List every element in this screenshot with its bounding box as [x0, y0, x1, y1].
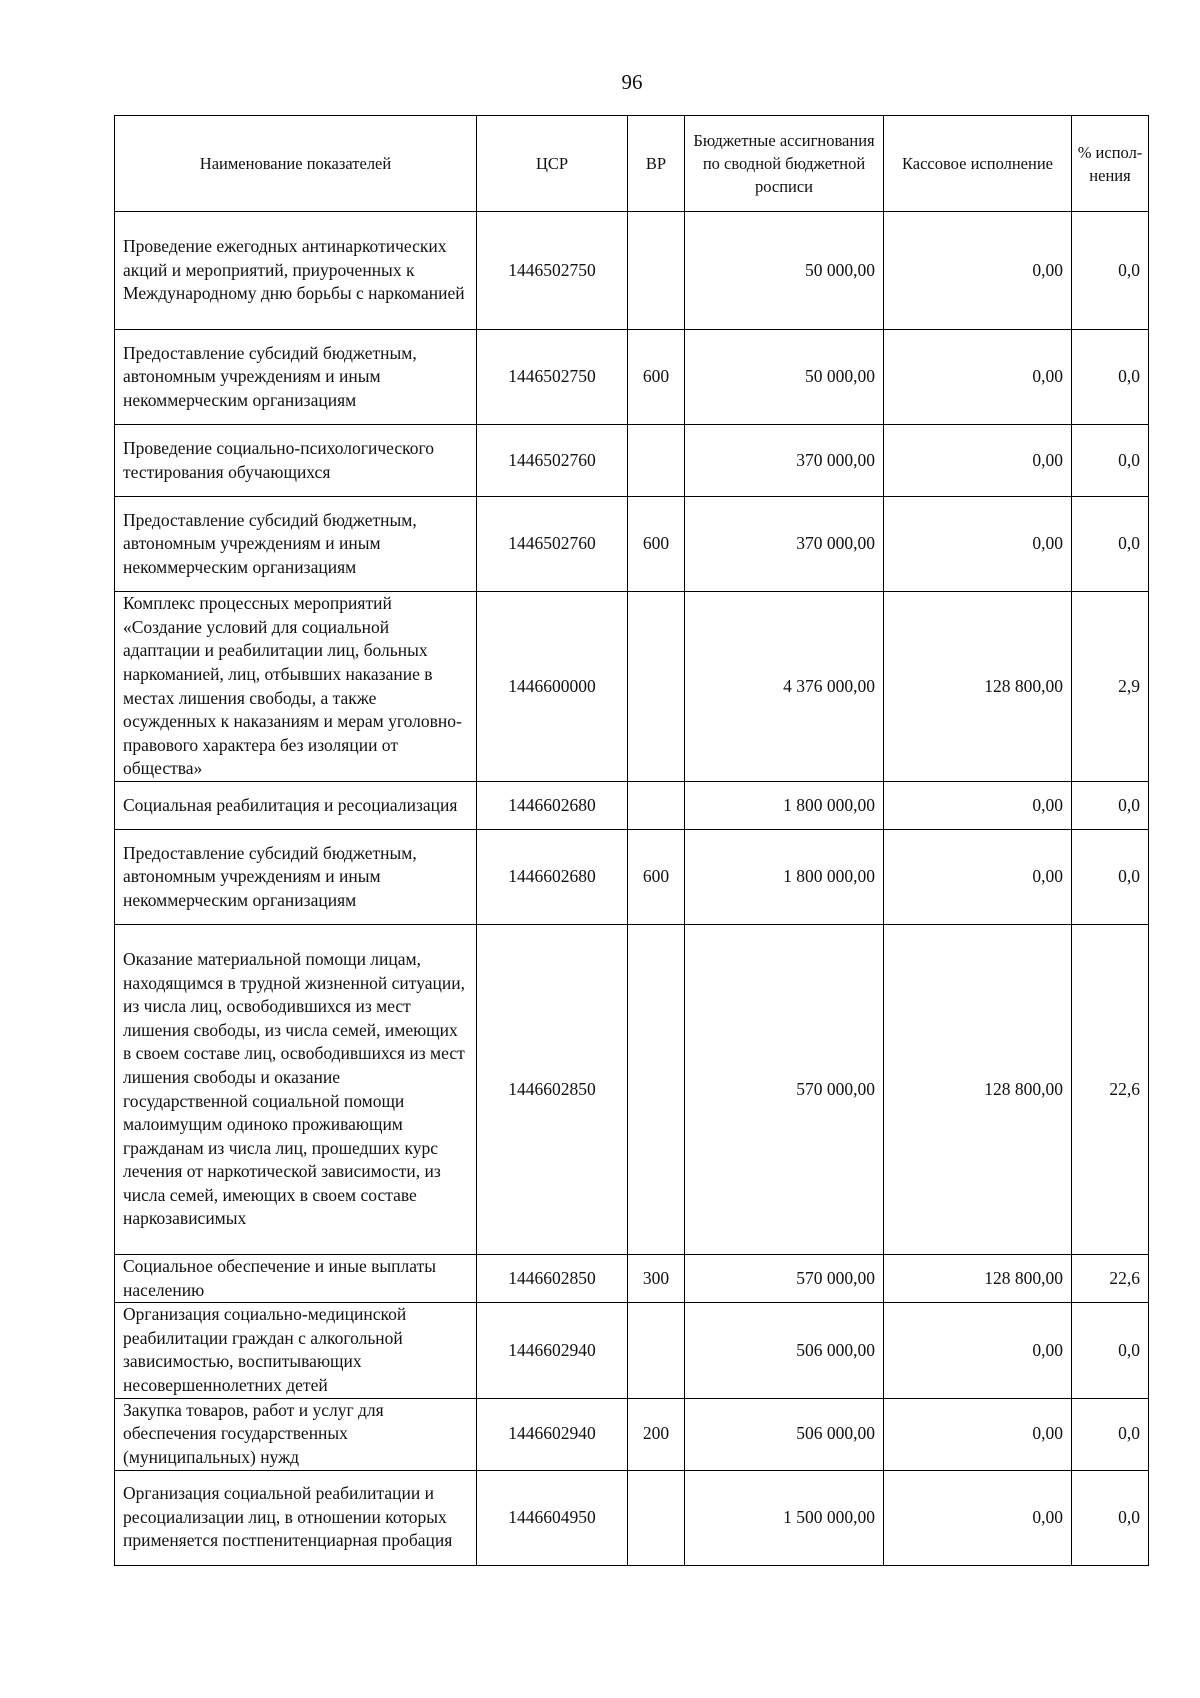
cell-cash: 0,00 — [884, 497, 1072, 592]
cell-percent: 0,0 — [1072, 782, 1149, 830]
cell-cash: 0,00 — [884, 425, 1072, 497]
cell-csr: 1446502760 — [477, 497, 628, 592]
cell-vr: 600 — [628, 830, 685, 925]
cell-percent: 2,9 — [1072, 592, 1149, 782]
cell-percent: 0,0 — [1072, 212, 1149, 330]
cell-cash: 0,00 — [884, 830, 1072, 925]
cell-budget: 570 000,00 — [685, 925, 884, 1255]
cell-vr — [628, 782, 685, 830]
cell-name: Закупка товаров, работ и услуг для обеспечения государственных (муниципальных) нужд — [115, 1398, 477, 1470]
cell-percent: 0,0 — [1072, 330, 1149, 425]
table-row — [115, 782, 1149, 830]
cell-name: Проведение социально-психологического тестирования обучающихся — [115, 425, 477, 497]
cell-budget: 4 376 000,00 — [685, 592, 884, 782]
cell-cash: 0,00 — [884, 330, 1072, 425]
cell-percent: 0,0 — [1072, 1470, 1149, 1565]
cell-csr: 1446602940 — [477, 1303, 628, 1398]
cell-budget: 506 000,00 — [685, 1398, 884, 1470]
cell-cash: 128 800,00 — [884, 925, 1072, 1255]
cell-budget: 50 000,00 — [685, 330, 884, 425]
table-row — [115, 925, 1149, 1255]
budget-execution-table — [114, 115, 1149, 1566]
table-row — [115, 497, 1149, 592]
cell-csr: 1446502750 — [477, 212, 628, 330]
cell-budget: 50 000,00 — [685, 212, 884, 330]
cell-budget: 1 500 000,00 — [685, 1470, 884, 1565]
cell-name: Организация социальной реабилитации и ресоциализации лиц, в отношении которых применяется постпенитенциарная пробация — [115, 1470, 477, 1565]
cell-percent: 0,0 — [1072, 425, 1149, 497]
cell-vr — [628, 425, 685, 497]
header-csr: ЦСР — [477, 116, 628, 212]
cell-percent: 0,0 — [1072, 497, 1149, 592]
cell-cash: 0,00 — [884, 782, 1072, 830]
page-number: 96 — [621, 70, 643, 94]
table-header-row — [115, 116, 1149, 212]
cell-vr: 600 — [628, 330, 685, 425]
cell-budget: 370 000,00 — [685, 497, 884, 592]
cell-budget: 570 000,00 — [685, 1255, 884, 1303]
cell-cash: 0,00 — [884, 1470, 1072, 1565]
cell-csr: 1446604950 — [477, 1470, 628, 1565]
cell-name: Социальное обеспечение и иные выплаты населению — [115, 1255, 477, 1303]
cell-vr: 600 — [628, 497, 685, 592]
cell-csr: 1446502750 — [477, 330, 628, 425]
cell-cash: 0,00 — [884, 212, 1072, 330]
cell-name: Проведение ежегодных антинаркотических акций и мероприятий, приуроченных к Международному дню борьбы с наркоманией — [115, 212, 477, 330]
cell-budget: 1 800 000,00 — [685, 830, 884, 925]
cell-vr — [628, 1303, 685, 1398]
cell-name: Комплекс процессных мероприятий «Создание условий для социальной адаптации и реабилитации лиц, больных наркоманией, лиц, отбывших наказание в местах лишения свободы, а также осужденных к наказаниям и мерам уголовно-правового характера без изоляции от общества» — [115, 592, 477, 782]
cell-budget: 506 000,00 — [685, 1303, 884, 1398]
cell-csr: 1446602680 — [477, 830, 628, 925]
cell-percent: 0,0 — [1072, 1303, 1149, 1398]
cell-vr: 300 — [628, 1255, 685, 1303]
cell-csr: 1446602680 — [477, 782, 628, 830]
table-row — [115, 425, 1149, 497]
cell-name: Социальная реабилитация и ресоциализация — [115, 782, 477, 830]
cell-csr: 1446502760 — [477, 425, 628, 497]
cell-percent: 0,0 — [1072, 830, 1149, 925]
header-name: Наименование показателей — [115, 116, 477, 212]
table-row — [115, 592, 1149, 782]
header-budget: Бюджетные ассигнования по сводной бюджетной росписи — [685, 116, 884, 212]
cell-vr: 200 — [628, 1398, 685, 1470]
header-percent: % испол-нения — [1072, 116, 1149, 212]
cell-name: Предоставление субсидий бюджетным, автономным учреждениям и иным некоммерческим организациям — [115, 330, 477, 425]
cell-name: Оказание материальной помощи лицам, находящимся в трудной жизненной ситуации, из числа лиц, освободившихся из мест лишения свободы, из числа семей, имеющих в своем составе лиц, освободившихся из мест лишения свободы и оказание государственной социальной помощи малоимущим одиноко проживающим гражданам из числа лиц, прошедших курс лечения от наркотической зависимости, из числа семей, имеющих в своем составе наркозависимых — [115, 925, 477, 1255]
cell-name: Предоставление субсидий бюджетным, автономным учреждениям и иным некоммерческим организациям — [115, 497, 477, 592]
table-row — [115, 1255, 1149, 1303]
cell-percent: 22,6 — [1072, 1255, 1149, 1303]
cell-csr: 1446600000 — [477, 592, 628, 782]
cell-csr: 1446602850 — [477, 925, 628, 1255]
cell-budget: 370 000,00 — [685, 425, 884, 497]
table-row — [115, 330, 1149, 425]
cell-csr: 1446602850 — [477, 1255, 628, 1303]
header-cash: Кассовое исполнение — [884, 116, 1072, 212]
cell-percent: 0,0 — [1072, 1398, 1149, 1470]
table-row — [115, 830, 1149, 925]
cell-cash: 128 800,00 — [884, 1255, 1072, 1303]
cell-name: Предоставление субсидий бюджетным, автономным учреждениям и иным некоммерческим организациям — [115, 830, 477, 925]
cell-cash: 0,00 — [884, 1303, 1072, 1398]
cell-name: Организация социально-медицинской реабилитации граждан с алкогольной зависимостью, воспитывающих несовершеннолетних детей — [115, 1303, 477, 1398]
cell-percent: 22,6 — [1072, 925, 1149, 1255]
cell-cash: 0,00 — [884, 1398, 1072, 1470]
cell-vr — [628, 592, 685, 782]
cell-cash: 128 800,00 — [884, 592, 1072, 782]
table-row — [115, 1470, 1149, 1565]
header-vr: ВР — [628, 116, 685, 212]
table-row — [115, 212, 1149, 330]
cell-csr: 1446602940 — [477, 1398, 628, 1470]
cell-budget: 1 800 000,00 — [685, 782, 884, 830]
table-row — [115, 1398, 1149, 1470]
cell-vr — [628, 925, 685, 1255]
cell-vr — [628, 1470, 685, 1565]
cell-vr — [628, 212, 685, 330]
table-row — [115, 1303, 1149, 1398]
